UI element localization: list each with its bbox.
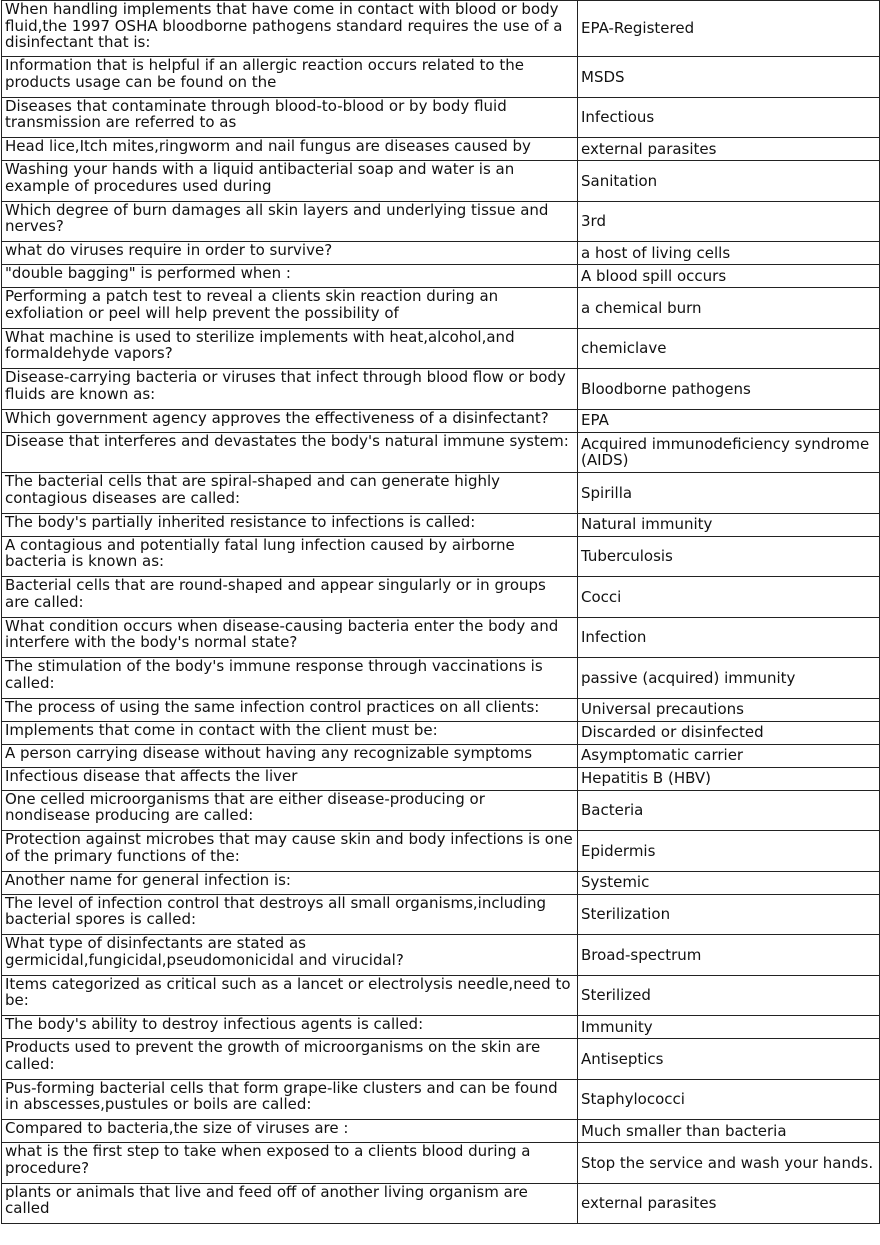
flashcard-row — [2, 161, 880, 202]
flashcard-row — [2, 975, 880, 1016]
flashcard-answer: Immunity — [578, 1016, 880, 1039]
flashcard-answer: Bacteria — [578, 790, 880, 831]
flashcard-row — [2, 473, 880, 514]
flashcard-answer: Staphylococci — [578, 1079, 880, 1120]
flashcard-question: What condition occurs when disease-causing bacteria enter the body and interfere with the body's normal state? — [2, 617, 578, 658]
flashcard-question: When handling implements that have come in contact with blood or body fluid,the 1997 OSHA bloodborne pathogens standard requires the use of a disinfectant that is: — [2, 1, 578, 57]
flashcard-question: Products used to prevent the growth of microorganisms on the skin are called: — [2, 1039, 578, 1080]
flashcard-question: What type of disinfectants are stated as germicidal,fungicidal,pseudomonicidal and virucidal? — [2, 935, 578, 976]
flashcard-question: Which degree of burn damages all skin layers and underlying tissue and nerves? — [2, 201, 578, 242]
flashcard-answer: Broad-spectrum — [578, 935, 880, 976]
flashcard-row — [2, 721, 880, 744]
flashcard-answer: external parasites — [578, 1183, 880, 1224]
flashcard-answer: Asymptomatic carrier — [578, 744, 880, 767]
flashcard-question: The bacterial cells that are spiral-shaped and can generate highly contagious diseases are called: — [2, 473, 578, 514]
flashcard-answer: A blood spill occurs — [578, 265, 880, 288]
flashcard-question: Performing a patch test to reveal a clients skin reaction during an exfoliation or peel will help prevent the possibility of — [2, 288, 578, 329]
flashcard-row — [2, 369, 880, 410]
flashcard-question: Infectious disease that affects the liver — [2, 767, 578, 790]
flashcard-answer: Hepatitis B (HBV) — [578, 767, 880, 790]
flashcard-question: Information that is helpful if an allergic reaction occurs related to the products usage can be found on the — [2, 57, 578, 98]
flashcard-question: Washing your hands with a liquid antibacterial soap and water is an example of procedures used during — [2, 161, 578, 202]
flashcard-row — [2, 1016, 880, 1039]
flashcard-question: Head lice,Itch mites,ringworm and nail fungus are diseases caused by — [2, 138, 578, 161]
flashcard-row — [2, 328, 880, 369]
flashcard-question: The process of using the same infection control practices on all clients: — [2, 698, 578, 721]
flashcard-question: Bacterial cells that are round-shaped and appear singularly or in groups are called: — [2, 577, 578, 618]
flashcard-answer: MSDS — [578, 57, 880, 98]
flashcard-answer: Infectious — [578, 97, 880, 138]
flashcard-table — [1, 0, 880, 1224]
flashcard-answer: Sterilized — [578, 975, 880, 1016]
flashcard-answer: a chemical burn — [578, 288, 880, 329]
flashcard-row — [2, 409, 880, 432]
flashcard-row — [2, 577, 880, 618]
flashcard-row — [2, 744, 880, 767]
flashcard-answer: Universal precautions — [578, 698, 880, 721]
flashcard-question: The body's ability to destroy infectious agents is called: — [2, 1016, 578, 1039]
flashcard-question: A person carrying disease without having any recognizable symptoms — [2, 744, 578, 767]
flashcard-row — [2, 871, 880, 894]
flashcard-row — [2, 790, 880, 831]
flashcard-answer: EPA-Registered — [578, 1, 880, 57]
flashcard-row — [2, 201, 880, 242]
flashcard-question: Pus-forming bacterial cells that form grape-like clusters and can be found in abscesses,pustules or boils are called: — [2, 1079, 578, 1120]
flashcard-answer: Cocci — [578, 577, 880, 618]
flashcard-row — [2, 617, 880, 658]
flashcard-question: what is the first step to take when exposed to a clients blood during a procedure? — [2, 1143, 578, 1184]
flashcard-row — [2, 97, 880, 138]
flashcard-answer: Infection — [578, 617, 880, 658]
flashcard-answer: Epidermis — [578, 831, 880, 872]
flashcard-answer: Natural immunity — [578, 513, 880, 536]
flashcard-answer: Bloodborne pathogens — [578, 369, 880, 410]
flashcard-row — [2, 432, 880, 473]
flashcard-question: Another name for general infection is: — [2, 871, 578, 894]
flashcard-row — [2, 513, 880, 536]
flashcard-question: Diseases that contaminate through blood-to-blood or by body fluid transmission are referred to as — [2, 97, 578, 138]
flashcard-row — [2, 831, 880, 872]
flashcard-row — [2, 767, 880, 790]
flashcard-row — [2, 1183, 880, 1224]
flashcard-answer: Sanitation — [578, 161, 880, 202]
flashcard-question: The body's partially inherited resistance to infections is called: — [2, 513, 578, 536]
flashcard-row — [2, 658, 880, 699]
flashcard-row — [2, 536, 880, 577]
flashcard-answer: external parasites — [578, 138, 880, 161]
flashcard-question: Disease that interferes and devastates the body's natural immune system: — [2, 432, 578, 473]
flashcard-answer: Acquired immunodeficiency syndrome (AIDS) — [578, 432, 880, 473]
flashcard-row — [2, 57, 880, 98]
flashcard-question: Items categorized as critical such as a lancet or electrolysis needle,need to be: — [2, 975, 578, 1016]
flashcard-row — [2, 242, 880, 265]
flashcard-answer: Sterilization — [578, 894, 880, 935]
flashcard-row — [2, 1, 880, 57]
flashcard-question: plants or animals that live and feed off of another living organism are called — [2, 1183, 578, 1224]
flashcard-row — [2, 1039, 880, 1080]
flashcard-row — [2, 265, 880, 288]
flashcard-answer: Antiseptics — [578, 1039, 880, 1080]
flashcard-answer: 3rd — [578, 201, 880, 242]
flashcard-row — [2, 1143, 880, 1184]
flashcard-question: A contagious and potentially fatal lung infection caused by airborne bacteria is known as: — [2, 536, 578, 577]
flashcard-answer: Spirilla — [578, 473, 880, 514]
flashcard-table-body — [2, 1, 880, 1224]
flashcard-row — [2, 138, 880, 161]
flashcard-question: Implements that come in contact with the client must be: — [2, 721, 578, 744]
flashcard-question: what do viruses require in order to survive? — [2, 242, 578, 265]
flashcard-answer: Stop the service and wash your hands. — [578, 1143, 880, 1184]
flashcard-question: The level of infection control that destroys all small organisms,including bacterial spores is called: — [2, 894, 578, 935]
flashcard-answer: Tuberculosis — [578, 536, 880, 577]
flashcard-row — [2, 288, 880, 329]
flashcard-answer: Much smaller than bacteria — [578, 1120, 880, 1143]
flashcard-row — [2, 894, 880, 935]
flashcard-question: One celled microorganisms that are either disease-producing or nondisease producing are called: — [2, 790, 578, 831]
flashcard-question: Compared to bacteria,the size of viruses are : — [2, 1120, 578, 1143]
flashcard-question: Protection against microbes that may cause skin and body infections is one of the primary functions of the: — [2, 831, 578, 872]
flashcard-row — [2, 1120, 880, 1143]
flashcard-question: Which government agency approves the effectiveness of a disinfectant? — [2, 409, 578, 432]
flashcard-question: Disease-carrying bacteria or viruses that infect through blood flow or body fluids are known as: — [2, 369, 578, 410]
flashcard-question: "double bagging" is performed when : — [2, 265, 578, 288]
flashcard-answer: chemiclave — [578, 328, 880, 369]
flashcard-answer: Discarded or disinfected — [578, 721, 880, 744]
flashcard-answer: passive (acquired) immunity — [578, 658, 880, 699]
flashcard-answer: Systemic — [578, 871, 880, 894]
flashcard-row — [2, 1079, 880, 1120]
flashcard-question: What machine is used to sterilize implements with heat,alcohol,and formaldehyde vapors? — [2, 328, 578, 369]
flashcard-answer: a host of living cells — [578, 242, 880, 265]
flashcard-answer: EPA — [578, 409, 880, 432]
flashcard-question: The stimulation of the body's immune response through vaccinations is called: — [2, 658, 578, 699]
flashcard-row — [2, 698, 880, 721]
flashcard-row — [2, 935, 880, 976]
